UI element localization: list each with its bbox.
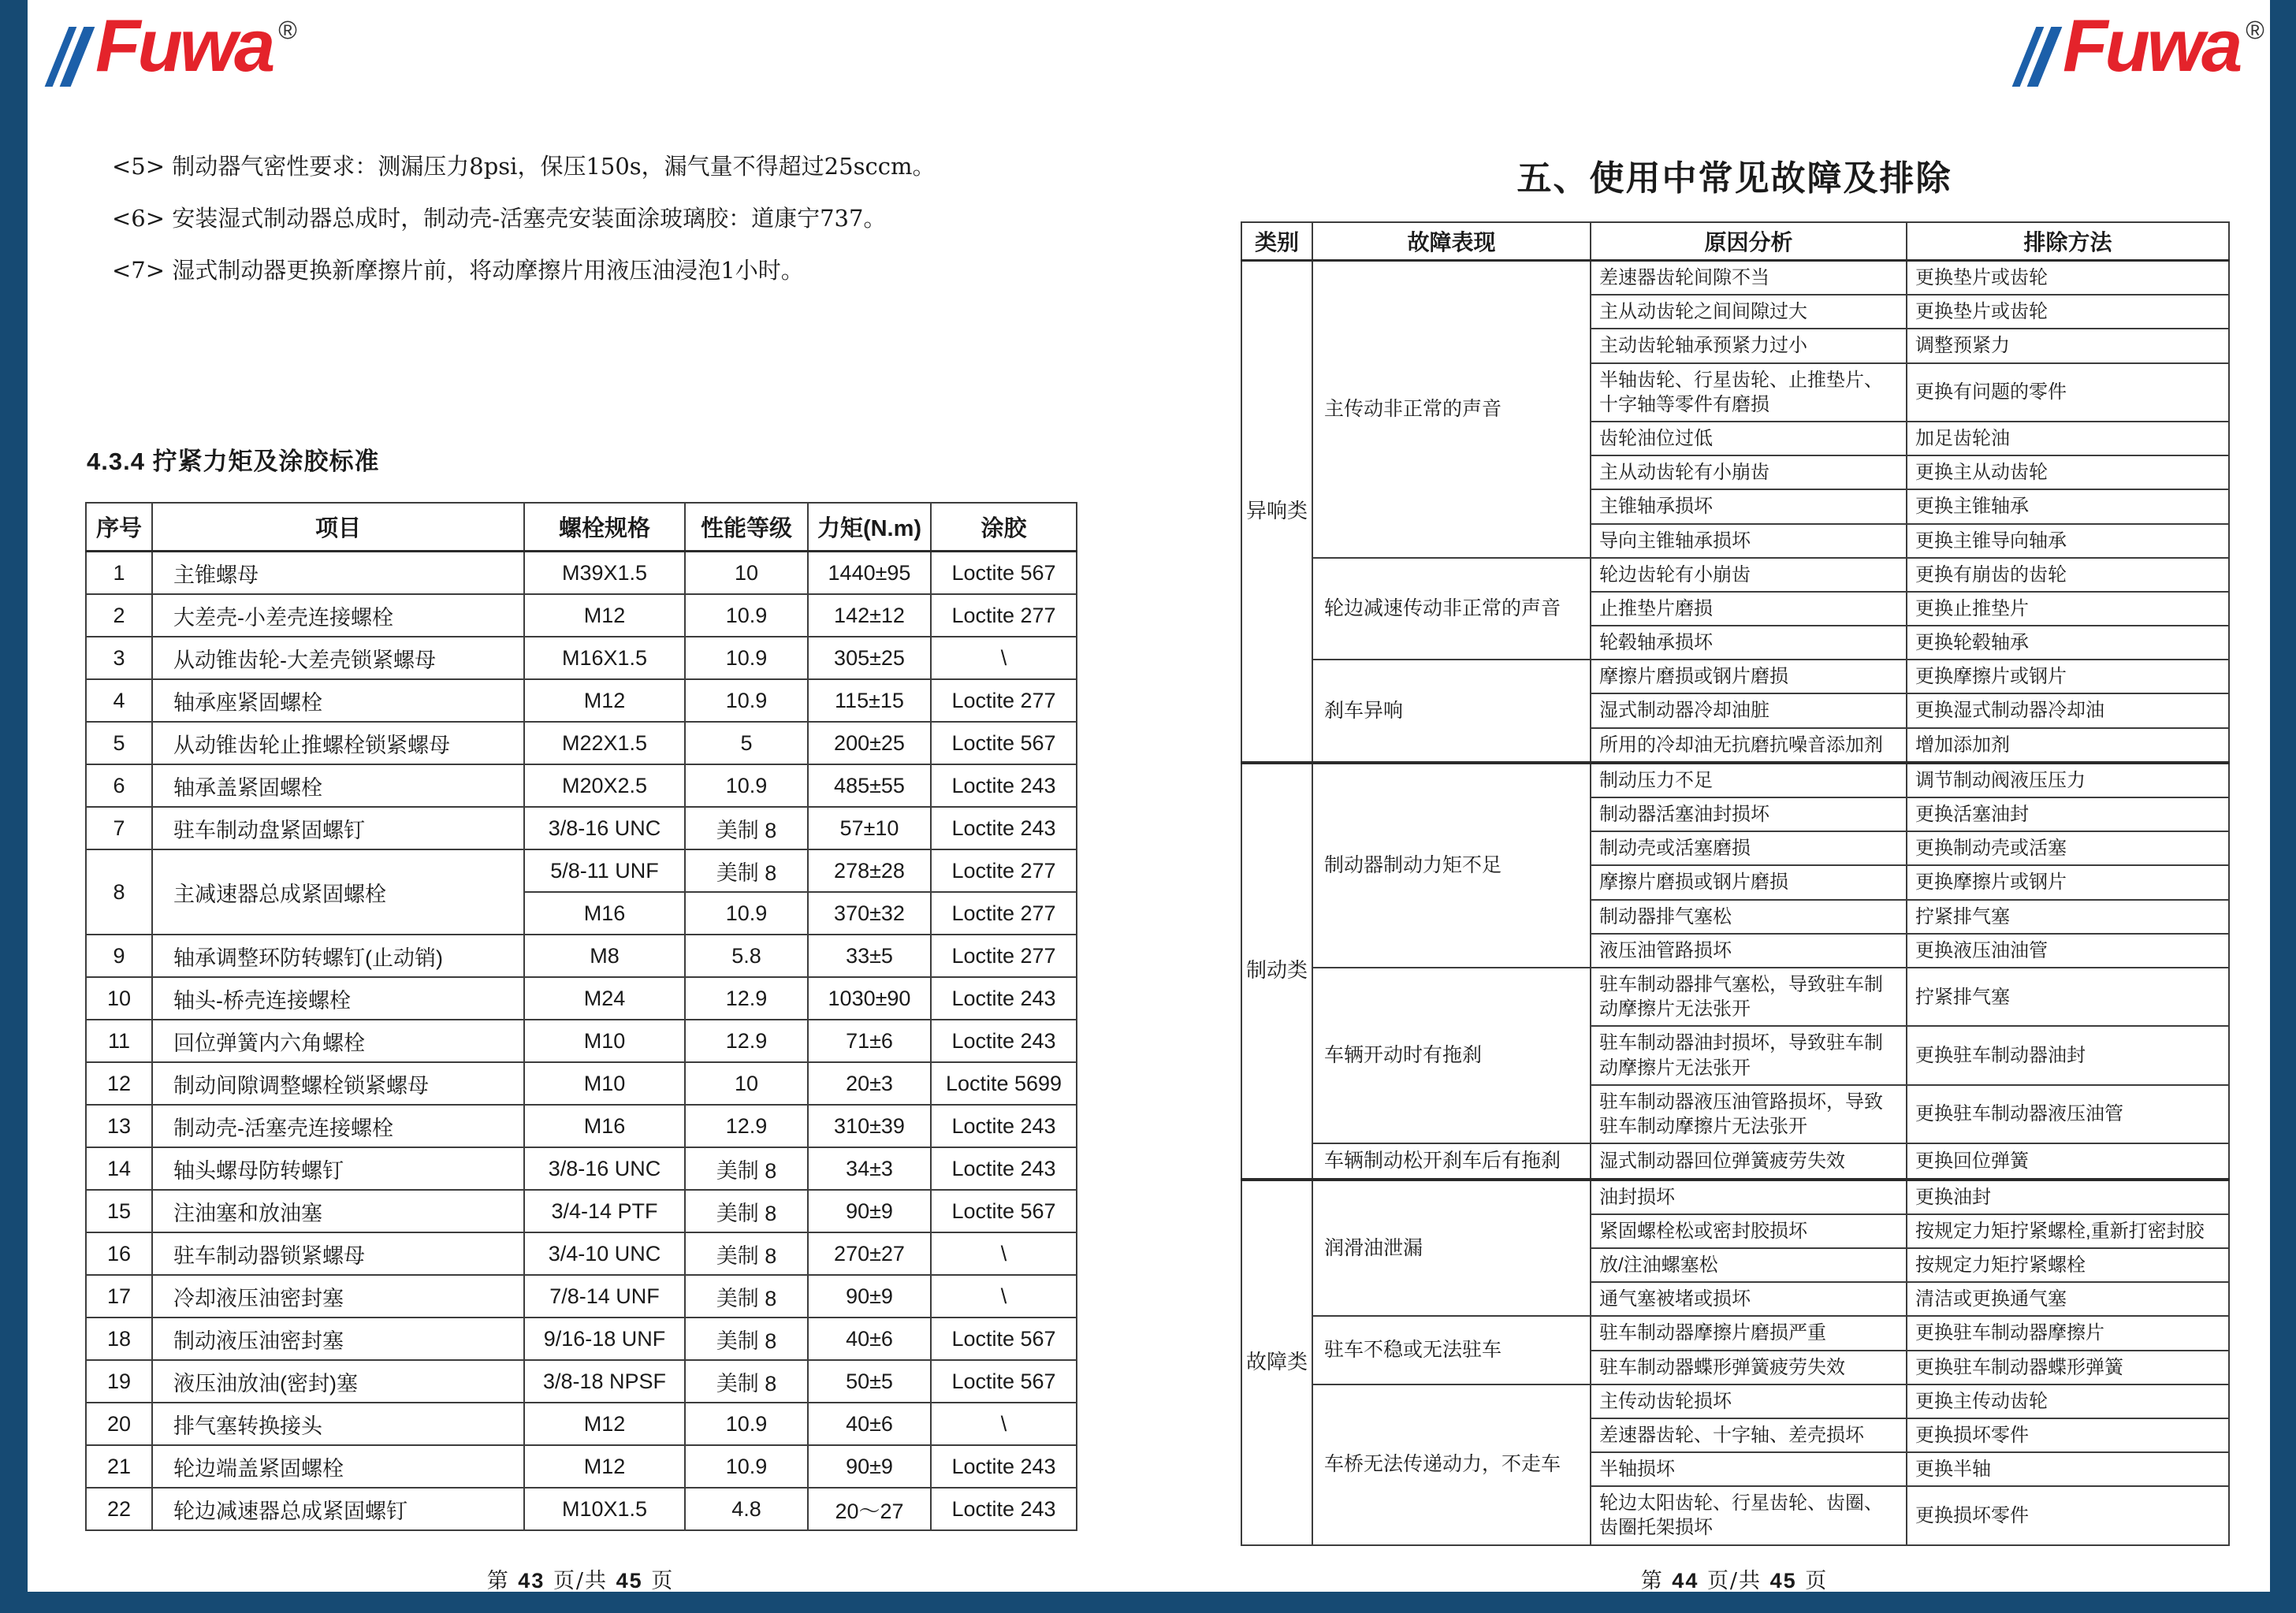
cell-cause: 轮边齿轮有小崩齿 [1591, 558, 1907, 592]
notes-list [112, 154, 935, 310]
cell-fix: 更换摩擦片或钢片 [1907, 660, 2229, 693]
table-row [1241, 1316, 2229, 1350]
table-row [86, 637, 1077, 679]
cell-spec: 3/8-16 UNC [524, 807, 685, 849]
cell-cause: 湿式制动器回位弹簧疲劳失效 [1591, 1143, 1907, 1180]
cell-no: 16 [86, 1232, 152, 1275]
header-cell: 螺栓规格 [524, 503, 685, 552]
cell-symptom: 轮边减速传动非正常的声音 [1312, 558, 1591, 660]
logo-wordmark: Fuwa [95, 4, 273, 87]
cell-cause: 止推垫片磨损 [1591, 592, 1907, 626]
table-row [86, 1190, 1077, 1232]
cell-grade: 美制 8 [685, 849, 808, 892]
cell-fix: 更换回位弹簧 [1907, 1143, 2229, 1180]
table-row [86, 679, 1077, 722]
cell-cause: 主从动齿轮之间间隙过大 [1591, 295, 1907, 329]
cell-cause: 齿轮油位过低 [1591, 422, 1907, 455]
cell-cause: 制动壳或活塞磨损 [1591, 831, 1907, 865]
cell-symptom: 车桥无法传递动力，不走车 [1312, 1384, 1591, 1545]
table-row [86, 977, 1077, 1020]
table-row [1241, 261, 2229, 295]
cell-fix: 更换主锥导向轴承 [1907, 524, 2229, 558]
cell-fix: 更换主从动齿轮 [1907, 455, 2229, 489]
cell-item: 轴头-桥壳连接螺栓 [152, 977, 524, 1020]
table-row [86, 1275, 1077, 1318]
header-cell: 性能等级 [685, 503, 808, 552]
fuwa-logo-left [57, 4, 297, 87]
page-edge-right [2270, 0, 2296, 1613]
cell-glue: \ [931, 637, 1077, 679]
cell-fix: 按规定力矩拧紧螺栓,重新打密封胶 [1907, 1214, 2229, 1248]
footer-page-number: 44 [1672, 1569, 1699, 1593]
cell-no: 18 [86, 1318, 152, 1360]
cell-no: 11 [86, 1020, 152, 1062]
cell-grade: 美制 8 [685, 1232, 808, 1275]
logo-stripes-icon [2012, 27, 2063, 87]
torque-table-header-row [86, 503, 1077, 552]
cell-torque: 71±6 [808, 1020, 931, 1062]
cell-cause: 摩擦片磨损或钢片磨损 [1591, 660, 1907, 693]
cell-grade: 10.9 [685, 892, 808, 935]
cell-fix: 更换垫片或齿轮 [1907, 261, 2229, 295]
cell-torque: 142±12 [808, 594, 931, 637]
cell-symptom: 制动器制动力矩不足 [1312, 763, 1591, 968]
cell-item: 注油塞和放油塞 [152, 1190, 524, 1232]
header-cell: 原因分析 [1591, 222, 1907, 261]
table-row [86, 1147, 1077, 1190]
table-row [86, 849, 1077, 892]
cell-glue: Loctite 243 [931, 977, 1077, 1020]
note-line: <7> 湿式制动器更换新摩擦片前，将动摩擦片用液压油浸泡1小时。 [112, 257, 804, 284]
footer-total-pages: 45 [1769, 1569, 1797, 1593]
cell-cause: 油封损坏 [1591, 1180, 1907, 1214]
cell-item: 液压油放油(密封)塞 [152, 1360, 524, 1403]
table-row [86, 1020, 1077, 1062]
cell-torque: 57±10 [808, 807, 931, 849]
header-cell: 力矩(N.m) [808, 503, 931, 552]
header-cell: 涂胶 [931, 503, 1077, 552]
cell-cause: 放/注油螺塞松 [1591, 1248, 1907, 1282]
table-row [86, 1445, 1077, 1488]
cell-cause: 主传动齿轮损坏 [1591, 1384, 1907, 1418]
cell-symptom: 车辆制动松开刹车后有拖刹 [1312, 1143, 1591, 1180]
fault-table-body [1241, 261, 2229, 1545]
table-row [1241, 1180, 2229, 1214]
cell-category: 异响类 [1241, 261, 1312, 763]
cell-symptom: 驻车不稳或无法驻车 [1312, 1316, 1591, 1384]
footer-text: 第 [486, 1569, 510, 1593]
cell-torque: 40±6 [808, 1403, 931, 1445]
cell-fix: 更换主锥轴承 [1907, 489, 2229, 523]
cell-fix: 调节制动阀液压压力 [1907, 763, 2229, 797]
cell-fix: 更换有崩齿的齿轮 [1907, 558, 2229, 592]
cell-fix: 更换主传动齿轮 [1907, 1384, 2229, 1418]
cell-glue: \ [931, 1275, 1077, 1318]
cell-glue: Loctite 277 [931, 679, 1077, 722]
cell-fix: 拧紧排气塞 [1907, 900, 2229, 934]
section-title: 4.3.4 拧紧力矩及涂胶标准 [87, 448, 380, 475]
cell-fix: 更换垫片或齿轮 [1907, 295, 2229, 329]
cell-symptom: 车辆开动时有拖刹 [1312, 968, 1591, 1143]
cell-glue: Loctite 243 [931, 807, 1077, 849]
footer-text: 页/共 [553, 1569, 608, 1593]
cell-fix: 更换损坏零件 [1907, 1418, 2229, 1452]
footer-total-pages: 45 [616, 1569, 643, 1593]
cell-grade: 10.9 [685, 1445, 808, 1488]
cell-fix: 更换轮毂轴承 [1907, 626, 2229, 660]
logo-wordmark: Fuwa [2063, 4, 2240, 87]
cell-torque: 90±9 [808, 1445, 931, 1488]
cell-spec: 3/4-14 PTF [524, 1190, 685, 1232]
cell-fix: 更换损坏零件 [1907, 1486, 2229, 1544]
cell-grade: 10.9 [685, 637, 808, 679]
cell-no: 5 [86, 722, 152, 764]
cell-grade: 10 [685, 552, 808, 595]
cell-no: 3 [86, 637, 152, 679]
table-row [86, 594, 1077, 637]
cell-spec: 3/8-16 UNC [524, 1147, 685, 1190]
cell-fix: 更换湿式制动器冷却油 [1907, 693, 2229, 727]
footer-text: 第 [1640, 1569, 1664, 1593]
cell-item: 从动锥齿轮-大差壳锁紧螺母 [152, 637, 524, 679]
table-row [1241, 660, 2229, 693]
cell-spec: M8 [524, 935, 685, 977]
table-row [86, 1403, 1077, 1445]
cell-glue: Loctite 567 [931, 1360, 1077, 1403]
cell-cause: 半轴损坏 [1591, 1452, 1907, 1486]
cell-item: 轮边减速器总成紧固螺钉 [152, 1488, 524, 1530]
cell-no: 10 [86, 977, 152, 1020]
cell-grade: 美制 8 [685, 1147, 808, 1190]
cell-spec: M20X2.5 [524, 764, 685, 807]
note-line: <6> 安装湿式制动器总成时，制动壳-活塞壳安装面涂玻璃胶：道康宁737。 [112, 205, 887, 232]
cell-no: 19 [86, 1360, 152, 1403]
cell-fix: 更换驻车制动器蝶形弹簧 [1907, 1351, 2229, 1384]
cell-cause: 制动器排气塞松 [1591, 900, 1907, 934]
cell-cause: 制动压力不足 [1591, 763, 1907, 797]
cell-glue: Loctite 567 [931, 1190, 1077, 1232]
cell-grade: 12.9 [685, 1105, 808, 1147]
cell-cause: 主从动齿轮有小崩齿 [1591, 455, 1907, 489]
cell-glue: Loctite 243 [931, 764, 1077, 807]
cell-cause: 驻车制动器液压油管路损坏，导致驻车制动摩擦片无法张开 [1591, 1085, 1907, 1143]
cell-grade: 美制 8 [685, 1275, 808, 1318]
cell-grade: 10.9 [685, 679, 808, 722]
cell-fix: 更换驻车制动器摩擦片 [1907, 1316, 2229, 1350]
cell-torque: 50±5 [808, 1360, 931, 1403]
fault-table-header-row [1241, 222, 2229, 261]
table-row [86, 1360, 1077, 1403]
cell-spec: M16 [524, 1105, 685, 1147]
cell-torque: 278±28 [808, 849, 931, 892]
table-row [1241, 558, 2229, 592]
cell-grade: 10.9 [685, 594, 808, 637]
table-row [86, 1062, 1077, 1105]
cell-symptom: 润滑油泄漏 [1312, 1180, 1591, 1317]
cell-torque: 33±5 [808, 935, 931, 977]
cell-spec: M12 [524, 1445, 685, 1488]
cell-symptom: 主传动非正常的声音 [1312, 261, 1591, 558]
cell-item: 轴头螺母防转螺钉 [152, 1147, 524, 1190]
cell-cause: 制动器活塞油封损坏 [1591, 797, 1907, 831]
table-row [86, 1232, 1077, 1275]
cell-glue: Loctite 243 [931, 1147, 1077, 1190]
cell-item: 主锥螺母 [152, 552, 524, 595]
cell-fix: 更换驻车制动器液压油管 [1907, 1085, 2229, 1143]
fault-table [1241, 221, 2230, 1546]
table-row [1241, 763, 2229, 797]
cell-torque: 305±25 [808, 637, 931, 679]
cell-grade: 12.9 [685, 1020, 808, 1062]
cell-fix: 加足齿轮油 [1907, 422, 2229, 455]
header-cell: 类别 [1241, 222, 1312, 261]
cell-spec: M24 [524, 977, 685, 1020]
cell-torque: 40±6 [808, 1318, 931, 1360]
cell-item: 驻车制动盘紧固螺钉 [152, 807, 524, 849]
cell-item: 主减速器总成紧固螺栓 [152, 849, 524, 935]
cell-fix: 更换止推垫片 [1907, 592, 2229, 626]
table-row [86, 1318, 1077, 1360]
cell-glue: Loctite 5699 [931, 1062, 1077, 1105]
cell-spec: 7/8-14 UNF [524, 1275, 685, 1318]
cell-grade: 5.8 [685, 935, 808, 977]
cell-cause: 差速器齿轮间隙不当 [1591, 261, 1907, 295]
cell-torque: 1030±90 [808, 977, 931, 1020]
cell-cause: 半轴齿轮、行星齿轮、止推垫片、十字轴等零件有磨损 [1591, 363, 1907, 422]
cell-no: 12 [86, 1062, 152, 1105]
cell-fix: 更换有问题的零件 [1907, 363, 2229, 422]
page-edge-left [0, 0, 28, 1613]
cell-fix: 调整预紧力 [1907, 329, 2229, 362]
registered-trademark-icon: ® [2246, 16, 2264, 44]
footer-text: 页 [1805, 1569, 1829, 1593]
cell-fix: 更换半轴 [1907, 1452, 2229, 1486]
cell-item: 轮边端盖紧固螺栓 [152, 1445, 524, 1488]
cell-cause: 驻车制动器油封损坏，导致驻车制动摩擦片无法张开 [1591, 1026, 1907, 1084]
logo-stripes-icon [45, 27, 95, 87]
cell-spec: 3/4-10 UNC [524, 1232, 685, 1275]
cell-torque: 370±32 [808, 892, 931, 935]
cell-grade: 美制 8 [685, 807, 808, 849]
cell-torque: 90±9 [808, 1190, 931, 1232]
cell-item: 制动间隙调整螺栓锁紧螺母 [152, 1062, 524, 1105]
cell-spec: M12 [524, 594, 685, 637]
cell-torque: 34±3 [808, 1147, 931, 1190]
cell-fix: 增加添加剂 [1907, 728, 2229, 763]
cell-item: 轴承座紧固螺栓 [152, 679, 524, 722]
cell-no: 22 [86, 1488, 152, 1530]
cell-no: 9 [86, 935, 152, 977]
cell-glue: Loctite 243 [931, 1488, 1077, 1530]
cell-glue: Loctite 277 [931, 594, 1077, 637]
cell-item: 轴承调整环防转螺钉(止动销) [152, 935, 524, 977]
cell-spec: M10 [524, 1020, 685, 1062]
cell-category: 制动类 [1241, 763, 1312, 1180]
cell-grade: 4.8 [685, 1488, 808, 1530]
footer-text: 页/共 [1706, 1569, 1762, 1593]
cell-grade: 10.9 [685, 1403, 808, 1445]
cell-glue: \ [931, 1403, 1077, 1445]
cell-item: 大差壳-小差壳连接螺栓 [152, 594, 524, 637]
page-edge-bottom [0, 1592, 2296, 1613]
cell-torque: 200±25 [808, 722, 931, 764]
cell-grade: 10 [685, 1062, 808, 1105]
cell-no: 7 [86, 807, 152, 849]
cell-spec: M16X1.5 [524, 637, 685, 679]
cell-item: 从动锥齿轮止推螺栓锁紧螺母 [152, 722, 524, 764]
torque-table-body [86, 552, 1077, 1531]
cell-cause: 导向主锥轴承损坏 [1591, 524, 1907, 558]
cell-cause: 主动齿轮轴承预紧力过小 [1591, 329, 1907, 362]
table-row [86, 552, 1077, 595]
cell-no: 20 [86, 1403, 152, 1445]
cell-cause: 差速器齿轮、十字轴、差壳损坏 [1591, 1418, 1907, 1452]
cell-glue: Loctite 243 [931, 1105, 1077, 1147]
footer-page-number: 43 [518, 1569, 545, 1593]
cell-cause: 驻车制动器摩擦片磨损严重 [1591, 1316, 1907, 1350]
cell-cause: 通气塞被堵或损坏 [1591, 1282, 1907, 1316]
header-cell: 故障表现 [1312, 222, 1591, 261]
cell-no: 21 [86, 1445, 152, 1488]
cell-fix: 按规定力矩拧紧螺栓 [1907, 1248, 2229, 1282]
cell-fix: 拧紧排气塞 [1907, 968, 2229, 1026]
cell-cause: 驻车制动器蝶形弹簧疲劳失效 [1591, 1351, 1907, 1384]
cell-cause: 轮毂轴承损坏 [1591, 626, 1907, 660]
table-row [86, 764, 1077, 807]
cell-spec: M22X1.5 [524, 722, 685, 764]
cell-spec: M39X1.5 [524, 552, 685, 595]
cell-spec: M10 [524, 1062, 685, 1105]
cell-spec: 3/8-18 NPSF [524, 1360, 685, 1403]
note-line: <5> 制动器气密性要求：测漏压力8psi，保压150s，漏气量不得超过25sccm。 [112, 153, 936, 180]
page-number-left [85, 1563, 1076, 1594]
cell-grade: 12.9 [685, 977, 808, 1020]
cell-cause: 轮边太阳齿轮、行星齿轮、齿圈、齿圈托架损坏 [1591, 1486, 1907, 1544]
cell-symptom: 刹车异响 [1312, 660, 1591, 763]
cell-item: 冷却液压油密封塞 [152, 1275, 524, 1318]
cell-cause: 湿式制动器冷却油脏 [1591, 693, 1907, 727]
cell-glue: Loctite 567 [931, 552, 1077, 595]
fuwa-logo-right [2024, 4, 2264, 87]
table-row [1241, 1384, 2229, 1418]
cell-grade: 10.9 [685, 764, 808, 807]
cell-item: 回位弹簧内六角螺栓 [152, 1020, 524, 1062]
cell-torque: 20～27 [808, 1488, 931, 1530]
cell-spec: 9/16-18 UNF [524, 1318, 685, 1360]
cell-torque: 20±3 [808, 1062, 931, 1105]
torque-table [85, 502, 1077, 1531]
cell-no: 13 [86, 1105, 152, 1147]
cell-item: 排气塞转换接头 [152, 1403, 524, 1445]
table-row [86, 1488, 1077, 1530]
cell-glue: Loctite 567 [931, 1318, 1077, 1360]
header-cell: 序号 [86, 503, 152, 552]
header-cell: 项目 [152, 503, 524, 552]
cell-no: 8 [86, 849, 152, 935]
cell-grade: 5 [685, 722, 808, 764]
cell-fix: 更换制动壳或活塞 [1907, 831, 2229, 865]
cell-torque: 1440±95 [808, 552, 931, 595]
cell-cause: 主锥轴承损坏 [1591, 489, 1907, 523]
table-row [1241, 1143, 2229, 1180]
fault-section-title: 五、使用中常见故障及排除 [1516, 159, 1952, 198]
cell-item: 制动液压油密封塞 [152, 1318, 524, 1360]
cell-no: 4 [86, 679, 152, 722]
cell-fix: 更换油封 [1907, 1180, 2229, 1214]
table-row [1241, 968, 2229, 1026]
cell-glue: \ [931, 1232, 1077, 1275]
cell-torque: 115±15 [808, 679, 931, 722]
cell-fix: 更换液压油油管 [1907, 934, 2229, 968]
cell-grade: 美制 8 [685, 1190, 808, 1232]
cell-glue: Loctite 567 [931, 722, 1077, 764]
cell-cause: 驻车制动器排气塞松，导致驻车制动摩擦片无法张开 [1591, 968, 1907, 1026]
cell-fix: 更换驻车制动器油封 [1907, 1026, 2229, 1084]
cell-glue: Loctite 277 [931, 935, 1077, 977]
page-number-right [1241, 1563, 2228, 1594]
cell-spec: M12 [524, 679, 685, 722]
cell-no: 14 [86, 1147, 152, 1190]
cell-cause: 所用的冷却油无抗磨抗噪音添加剂 [1591, 728, 1907, 763]
cell-glue: Loctite 277 [931, 849, 1077, 892]
table-row [86, 807, 1077, 849]
cell-cause: 摩擦片磨损或钢片磨损 [1591, 865, 1907, 899]
cell-cause: 紧固螺栓松或密封胶损坏 [1591, 1214, 1907, 1248]
cell-grade: 美制 8 [685, 1318, 808, 1360]
cell-torque: 485±55 [808, 764, 931, 807]
cell-spec: 5/8-11 UNF [524, 849, 685, 892]
cell-fix: 清洁或更换通气塞 [1907, 1282, 2229, 1316]
cell-no: 2 [86, 594, 152, 637]
cell-no: 6 [86, 764, 152, 807]
cell-torque: 310±39 [808, 1105, 931, 1147]
cell-item: 轴承盖紧固螺栓 [152, 764, 524, 807]
cell-spec: M12 [524, 1403, 685, 1445]
cell-glue: Loctite 243 [931, 1445, 1077, 1488]
cell-no: 15 [86, 1190, 152, 1232]
cell-torque: 270±27 [808, 1232, 931, 1275]
cell-item: 制动壳-活塞壳连接螺栓 [152, 1105, 524, 1147]
cell-no: 1 [86, 552, 152, 595]
cell-item: 驻车制动器锁紧螺母 [152, 1232, 524, 1275]
cell-cause: 液压油管路损坏 [1591, 934, 1907, 968]
header-cell: 排除方法 [1907, 222, 2229, 261]
cell-torque: 90±9 [808, 1275, 931, 1318]
cell-spec: M16 [524, 892, 685, 935]
table-row [86, 1105, 1077, 1147]
registered-trademark-icon: ® [278, 16, 297, 44]
table-row [86, 722, 1077, 764]
cell-fix: 更换活塞油封 [1907, 797, 2229, 831]
cell-glue: Loctite 277 [931, 892, 1077, 935]
table-row [86, 935, 1077, 977]
cell-spec: M10X1.5 [524, 1488, 685, 1530]
cell-fix: 更换摩擦片或钢片 [1907, 865, 2229, 899]
footer-text: 页 [651, 1569, 675, 1593]
cell-glue: Loctite 243 [931, 1020, 1077, 1062]
cell-no: 17 [86, 1275, 152, 1318]
cell-category: 故障类 [1241, 1180, 1312, 1545]
cell-grade: 美制 8 [685, 1360, 808, 1403]
